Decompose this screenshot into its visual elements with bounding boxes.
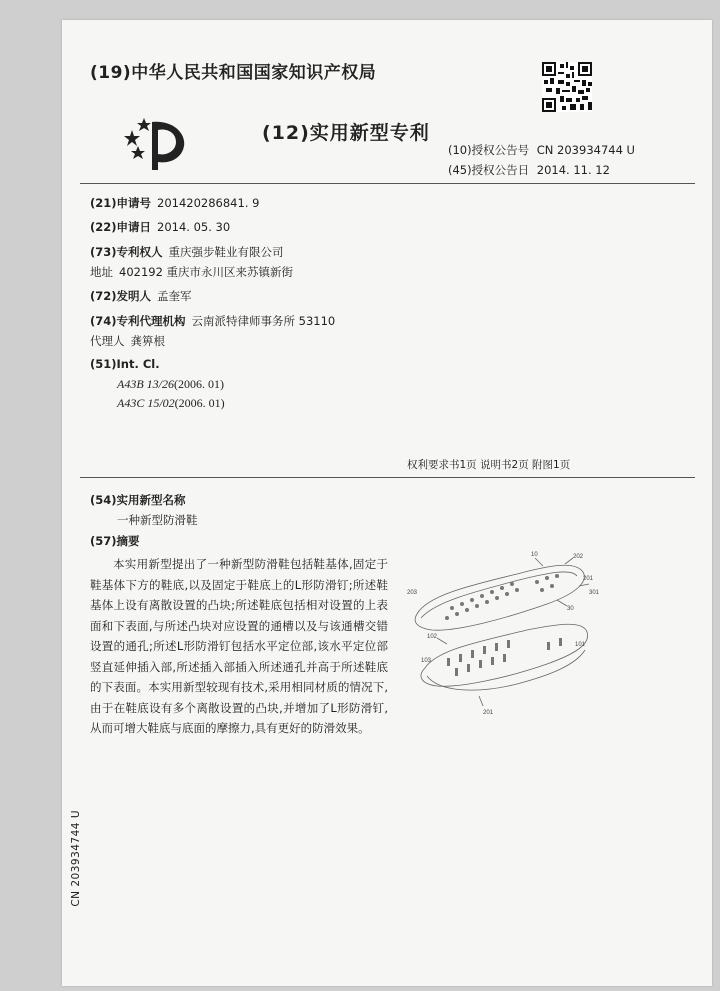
figure-label: 101 [575,642,586,648]
application-date-label: (22)申请日 [90,220,152,234]
title-label-text: (54)实用新型名称 [90,493,186,507]
shoe-sole-drawing [407,546,600,726]
agent-label: 代理人 [90,334,125,348]
patentee: 重庆强步鞋业有限公司 [168,245,284,259]
abstract-label-text: (57)摘要 [90,534,140,548]
page-count-line: 权利要求书1页 说明书2页 附图1页 [407,459,571,471]
application-date-field [90,217,230,237]
application-number-field [90,193,259,213]
publication-number: CN 203934744 U [536,143,635,157]
address: 402192 重庆市永川区来苏镇新街 [119,265,294,279]
inventor-label: (72)发明人 [90,289,152,303]
address-field [90,262,293,282]
address-label: 地址 [90,265,113,279]
application-date: 2014. 05. 30 [157,220,231,234]
publication-date: 2014. 11. 12 [536,163,610,177]
publication-number-row [448,140,635,160]
patent-page [62,20,712,986]
ipc-field [90,354,160,374]
publication-date-label: (45)授权公告日 [448,163,530,177]
ipc-label: (51)Int. Cl. [90,357,160,371]
inventor-field [90,286,192,306]
ipc-code-1: A43B 13/26 [117,377,174,391]
application-number-label: (21)申请号 [90,196,152,210]
agent: 龚箅根 [130,334,165,348]
utility-model-title: 一种新型防滑鞋 [117,513,198,527]
publication-date-row [448,160,635,180]
issuing-authority: (19)中华人民共和国国家知识产权局 [90,63,377,83]
publication-number-label: (10)授权公告号 [448,143,530,157]
ipc-year-1: (2006. 01) [174,377,224,391]
patentee-label: (73)专利权人 [90,245,163,259]
agency: 云南派特律师事务所 53110 [191,314,336,328]
ipc-entry-2 [117,393,225,413]
figure-label: 103 [421,658,432,664]
figure-label: 201 [483,710,494,716]
patentee-field [90,242,284,262]
inventor: 孟奎军 [157,289,192,303]
mid-rule [80,477,695,478]
publication-info [448,140,635,180]
figure-label: 10 [531,552,538,558]
figure-label: 202 [573,554,584,560]
abstract-label [90,531,140,551]
cnipa-emblem [122,112,192,172]
figure-label: 201 [583,576,594,582]
abstract-text: 本实用新型提出了一种新型防滑鞋包括鞋基体,固定于鞋基体下方的鞋底,以及固定于鞋底上的L形防滑钉;所述鞋基体上设有离散设置的凸块;所述鞋底包括相对设置的上表面和下表面,与所述凸块对应设置的通槽以及与该通槽交错设置的通孔;所述L形防滑钉包括水平定位部,该水平定位部竖直延伸插入部,所述插入部插入所述通孔并高于所述鞋底的下表面。本实用新型较现有技术,采用相同材质的情况下,由于在鞋底设有多个离散设置的凸块,并增加了L形防滑钉,从而可增大鞋底与底面的摩擦力,具有更好的防滑效果。 [90,557,388,735]
figure-label: 102 [427,634,438,640]
ipc-entry-1 [117,374,224,394]
agency-label: (74)专利代理机构 [90,314,186,328]
agent-field [90,331,165,351]
document-type: (12)实用新型专利 [262,122,430,144]
agency-field [90,311,335,331]
header-rule [80,183,695,184]
figure-label: 203 [407,590,418,596]
side-document-number: CN 203934744 U [70,810,82,907]
qr-code [542,62,592,112]
title-label [90,490,186,510]
figure-label: 30 [567,606,574,612]
figure-label: 301 [589,590,600,596]
ipc-year-2: (2006. 01) [174,396,225,410]
ipc-code-2: A43C 15/02 [117,396,175,410]
application-number: 201420286841. 9 [157,196,260,210]
